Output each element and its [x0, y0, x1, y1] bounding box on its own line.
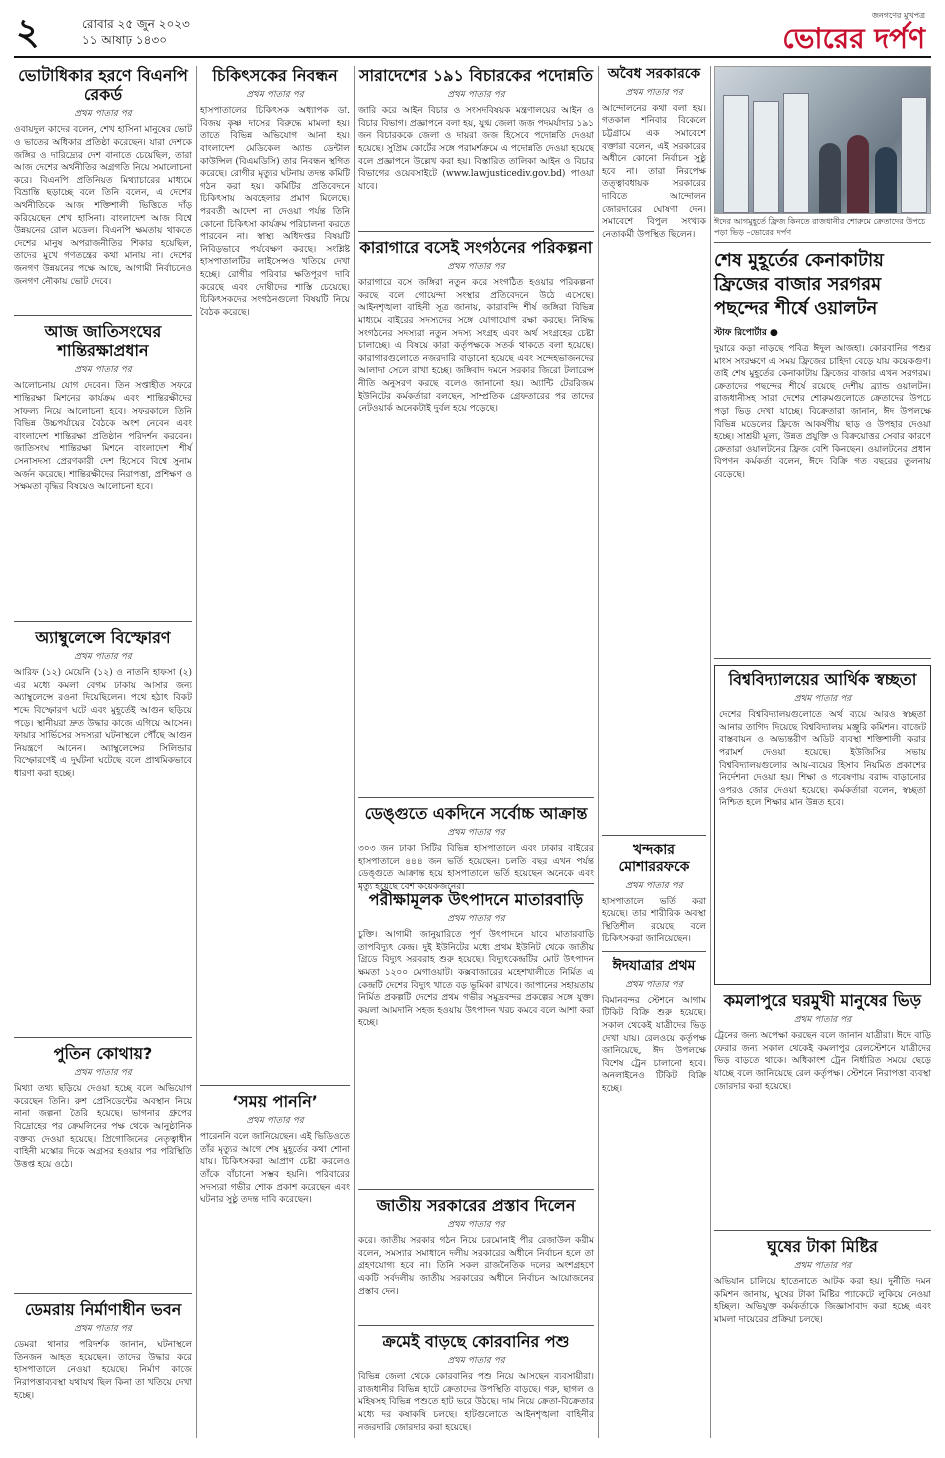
- article-body: হাসপাতালে ভর্তি করা হয়েছে। তার শারীরিক অবস্থা স্থিতিশীল রয়েছে বলে চিকিৎসকরা জানিয়েছেন।: [602, 896, 706, 945]
- column-5: [714, 66, 931, 1443]
- column-4: [602, 66, 706, 1424]
- fridge-display: [901, 97, 927, 213]
- article-headline: পরীক্ষামূলক উৎপাদনে মাতারবাড়ি: [368, 890, 584, 909]
- article-body: চুক্তি। আগামী জানুয়ারিতে পূর্ণ উৎপাদনে যাবে মাতারবাড়ি তাপবিদ্যুৎ কেন্দ্র। দুই ইউনিটের মধ্যে প্রথম ইউনিট থেকে জাতীয় গ্রিডে বিদ্যুৎ সরবরাহ শুরু হয়েছে। বিদ্যুৎকেন্দ্রটির মোট উৎপাদন ক্ষমতা ১২০০ মেগাওয়াট। কক্সবাজারের মহেশখালীতে নির্মিত এ কেন্দ্রটি দেশের বিদ্যুৎ খাতে বড় ভূমিকা রাখবে। জাপানের সহায়তায় নির্মিত প্রকল্পটি দেশের প্রথম গভীর সমুদ্রবন্দর প্রকল্পের সঙ্গে যুক্ত। কয়লা আমদানি সহজ হওয়ায় উৎপাদন খরচ কমবে বলে আশা করা হচ্ছে।: [358, 930, 594, 1029]
- article-byline: প্রথম পাতার পর: [74, 652, 132, 663]
- article-body: দেশের বিশ্ববিদ্যালয়গুলোতে অর্থ ব্যয়ে আরও স্বচ্ছতা আনার তাগিদ দিয়েছে বিশ্ববিদ্যালয় মঞ্জুরি কমিশন। বাজেট বাস্তবায়ন ও অভ্যন্তরীণ অডিট ব্যবস্থা শক্তিশালী করার পরামর্শ দেওয়া হয়েছে। ইউজিসির সভায় বিশ্ববিদ্যালয়গুলোর আয়-ব্যয়ের হিসাব নিয়মিত প্রকাশের নির্দেশনা দেওয়া হয়। শিক্ষা ও গবেষণায় বরাদ্দ বাড়ানোর ওপরও জোর দেওয়া হয়েছে। কর্মকর্তারা বলেন, স্বচ্ছতা নিশ্চিত হলে শিক্ষার মান উন্নত হবে।: [719, 710, 926, 809]
- column-1: [14, 66, 192, 1416]
- article-ambulance-blast: [14, 628, 192, 1038]
- staff-reporter: স্টাফ রিপোর্টার ●: [714, 328, 778, 338]
- article-byline: প্রথম পাতার পর: [625, 880, 683, 891]
- article-byline: প্রথম পাতার পর: [447, 262, 505, 273]
- logo-name: ভোরের দর্পণ: [782, 22, 925, 55]
- fridge-display: [723, 95, 749, 213]
- article-body: করে। জাতীয় সরকার গঠন নিয়ে চরমোনাই পীর রেজাউল করীম বলেন, সমস্যার সমাধানে দলীয় সরকারের অধীনে নির্বাচন হলে তা গ্রহণযোগ্য হবে না। তিনি সকল রাজনৈতিক দলের অংশগ্রহণে একটি সর্বদলীয় জাতীয় সরকারের অধীনে নির্বাচন আয়োজনের প্রস্তাব দেন।: [358, 1236, 594, 1297]
- shopper-figure: [819, 143, 841, 213]
- article-body: অভিযান চালিয়ে হাতেনাতে আটক করা হয়। দুর্নীতি দমন কমিশন জানায়, ঘুষের টাকা মিষ্টির প্যাকেটে লুকিয়ে নেওয়া হচ্ছিল। অভিযুক্ত কর্মকর্তাকে জিজ্ঞাসাবাদ করা হচ্ছে এবং মামলা দায়েরের প্রক্রিয়া চলছে।: [714, 1277, 931, 1325]
- article-headline: কমলাপুরে ঘরমুখী মানুষের ভিড়: [723, 991, 922, 1010]
- article-kamalapur: [714, 991, 931, 1231]
- article-byline: প্রথম পাতার পর: [793, 1261, 852, 1272]
- article-demra-building: [14, 1300, 192, 1410]
- article-headline: ক্রমেই বাড়ছে কোরবানির পশু: [382, 1332, 570, 1351]
- article-byline: প্রথম পাতার পর: [246, 1116, 304, 1127]
- column-rule: [598, 66, 599, 1438]
- article-headline: বিশ্ববিদ্যালয়ের আর্থিক স্বচ্ছতা: [728, 670, 917, 689]
- fridge-display: [753, 101, 779, 213]
- article-matarbari: [358, 890, 594, 1190]
- photo-caption: ঈদের আগমুহূর্তে ফ্রিজ কিনতে রাজধানীর শোরুমে ক্রেতাদের উপচে পড়া ভিড় –ভোরের দর্পণ: [714, 214, 931, 243]
- article-byline: প্রথম পাতার পর: [447, 828, 505, 839]
- article-body: আলোচনায় যোগ দেবেন। তিন সপ্তাহীত সফরে শান্তিরক্ষা মিশনের কার্যক্রম এবং শান্তিরক্ষীদের সাফল্য নিয়ে আলোচনা হবে। সফরকালে তিনি বিভিন্ন উচ্চপর্যায়ের বৈঠকে অংশ নেবেন এবং বাংলাদেশ শান্তিরক্ষা প্রতিষ্ঠান পরিদর্শন করবেন। জাতিসংঘ শান্তিরক্ষা মিশনে বাংলাদেশ শীর্ষ সেনাসদস্য প্রেরণকারী দেশ হিসেবে বিশ্বে সুনাম অর্জন করেছে। শান্তিরক্ষীদের নিরাপত্তা, প্রশিক্ষণ ও সক্ষমতা বৃদ্ধির বিষয়েও আলোচনা হবে।: [14, 381, 192, 493]
- shopper-figure: [847, 135, 869, 213]
- article-byline: প্রথম পাতার পর: [246, 90, 304, 101]
- lead-headline: শেষ মুহূর্তের কেনাকাটায় ফ্রিজের বাজার সরগরম পছন্দের শীর্ষে ওয়ালটন: [714, 250, 884, 319]
- article-body: ডেমরা থানার পরিদর্শক জানান, ঘটনাস্থলে তিনজন আহত হয়েছেন। তাদের উদ্ধার করে হাসপাতালে নেওয়া হয়েছে। নির্মাণ কাজে নিরাপত্তাব্যবস্থা যথাযথ ছিল কিনা তা খতিয়ে দেখা হচ্ছে।: [14, 1340, 192, 1401]
- date-block: [82, 16, 190, 48]
- article-byline: প্রথম পাতার পর: [625, 87, 683, 98]
- article-fridge-market: [714, 249, 931, 659]
- article-headline: আজ জাতিসংঘের শান্তিরক্ষাপ্রধান: [44, 322, 162, 361]
- article-body: বিভিন্ন জেলা থেকে কোরবানির পশু নিয়ে আসছেন ব্যবসায়ীরা। রাজধানীর বিভিন্ন হাটে ক্রেতাদের উপস্থিতি বাড়ছে। গরু, ছাগল ও মহিষসহ বিভিন্ন পশুতে হাট ভরে উঠছে। দাম নিয়ে ক্রেতা-বিক্রেতার মধ্যে দর কষাকষি চলছে। হাটগুলোতে আইনশৃঙ্খলা বাহিনীর নজরদারি জোরদার করা হয়েছে।: [358, 1372, 594, 1433]
- article-headline: ঈদযাত্রার প্রথম: [612, 958, 696, 974]
- article-headline: অবৈধ সরকারকে: [607, 66, 701, 82]
- article-headline: কারাগারে বসেই সংগঠনের পরিকল্পনা: [359, 238, 593, 257]
- article-byline: প্রথম পাতার পর: [447, 1220, 505, 1231]
- article-body: আরিফ (১২) মেয়েনি (১২) ও নাতনি হাফসা (২) এর মধ্যে কমলা বেগম ঢাকায় আসার জন্য অ্যাম্বুলেন্সে রওনা দিয়েছিলেন। পথে হঠাৎ বিকট শব্দে বিস্ফোরণ ঘটে এবং মুহূর্তেই আগুন ছড়িয়ে পড়ে। স্থানীয়রা দ্রুত উদ্ধার কাজে এগিয়ে আসেন। ফায়ার সার্ভিসের সদস্যরা ঘটনাস্থলে পৌঁছে আগুন নিয়ন্ত্রণে আনেন। অ্যাম্বুলেন্সের সিলিন্ডার বিস্ফোরণেই এ দুর্ঘটনা ঘটেছে বলে প্রাথমিকভাবে ধারণা করা হচ্ছে।: [14, 668, 192, 779]
- article-headline: ভোটাধিকার হরণে বিএনপি রেকর্ড: [18, 66, 188, 105]
- article-no-time: [200, 1092, 350, 1412]
- article-headline: ঘুষের টাকা মিষ্টির: [767, 1237, 878, 1256]
- article-dengue: [358, 804, 594, 892]
- article-byline: প্রথম পাতার পর: [447, 914, 505, 925]
- date-gregorian: রোবার ২৫ জুন ২০২৩: [82, 17, 190, 31]
- article-headline: খন্দকার মোশাররফকে: [618, 842, 690, 875]
- masthead: [14, 10, 931, 58]
- page-number: ২: [16, 11, 40, 53]
- article-un-peacekeeping: [14, 322, 192, 622]
- article-body: বিমানবন্দর স্টেশনে আগাম টিকিট বিক্রি শুরু হয়েছে। সকাল থেকেই যাত্রীদের ভিড় দেখা যায়। রেলওয়ে কর্তৃপক্ষ জানিয়েছে, ঈদ উপলক্ষে বিশেষ ট্রেন চালানো হবে। অনলাইনেও টিকিট বিক্রি হচ্ছে।: [602, 995, 706, 1094]
- article-headline: ‘সময় পাননি’: [232, 1092, 318, 1111]
- article-byline: প্রথম পাতার পর: [625, 979, 683, 990]
- article-sacrificial-animals: [358, 1332, 594, 1452]
- article-byline: প্রথম পাতার পর: [74, 1068, 132, 1079]
- article-headline: জাতীয় সরকারের প্রস্তাব দিলেন: [376, 1196, 576, 1215]
- article-byline: প্রথম পাতার পর: [793, 694, 852, 705]
- article-byline: প্রথম পাতার পর: [447, 90, 505, 101]
- article-byline: প্রথম পাতার পর: [74, 365, 132, 376]
- date-bengali: ১১ আষাঢ় ১৪৩০: [82, 33, 168, 47]
- article-headline: অ্যাম্বুলেন্সে বিস্ফোরণ: [35, 628, 171, 647]
- article-khandaker-mosharraf: [602, 842, 706, 952]
- article-judges-promotion: [358, 66, 594, 232]
- article-headline: সারাদেশের ১৯১ বিচারকের পদোন্নতি: [358, 66, 594, 85]
- article-putin: [14, 1044, 192, 1294]
- column-rule: [710, 66, 711, 1438]
- newspaper-page: [14, 10, 931, 1442]
- article-byline: প্রথম পাতার পর: [793, 1015, 852, 1026]
- article-body: ওবায়দুল কাদের বলেন, শেখ হাসিনা মানুষের ভোট ও ভাতের অধিকার প্রতিষ্ঠা করেছেন। যারা দেশকে জঙ্গির ও দারিদ্র্যের দেশ বানাতে চেয়েছিল, তারা আজ দেশের অর্থনীতির অগ্রগতি নিয়ে সমালোচনা করে। বিএনপি প্রতিনিয়ত মিথ্যাচারের মাধ্যমে বিভ্রান্তি ছড়াচ্ছে বলে তিনি বলেন, এ দেশের অর্থনীতিকে আজ শক্তিশালী ভিত্তিতে দাঁড় করিয়েছেন শেখ হাসিনা। বাংলাদেশ আজ বিশ্বে উন্নয়নের রোল মডেল। বিএনপি ক্ষমতায় থাকতে দেশের মানুষ অপরাজনীতির শিকার হয়েছিল, তাদের মুখে গণতন্ত্রের কথা মানায় না। দেশের জনগণ উন্নয়নের পক্ষে আছে, আগামী নির্বাচনেও জনগণ নৌকায় ভোট দেবে।: [14, 125, 192, 287]
- article-byline: প্রথম পাতার পর: [74, 109, 132, 120]
- column-2: [200, 66, 350, 1418]
- article-body: আন্দোলনের কথা বলা হয়। গতকাল শনিবার বিকেলে চট্টগ্রামে এক সমাবেশে বক্তারা বলেন, এই সরকারের অধীনে কোনো নির্বাচন সুষ্ঠু হবে না। তারা নিরপেক্ষ তত্ত্বাবধায়ক সরকারের দাবিতে আন্দোলন জোরদারের ঘোষণা দেন। সমাবেশে বিপুল সংখ্যক নেতাকর্মী উপস্থিত ছিলেন।: [602, 103, 706, 240]
- article-voting-rights: [14, 66, 192, 316]
- column-rule: [354, 66, 355, 1438]
- column-rule: [196, 66, 197, 1438]
- article-byline: প্রথম পাতার পর: [74, 1324, 132, 1335]
- article-body: দুয়ারে কড়া নাড়ছে পবিত্র ঈদুল আজহা। কোরবানির পশুর মাংস সংরক্ষণে এ সময় ফ্রিজের চাহিদা বেড়ে যায় কয়েকগুণ। তাই শেষ মুহূর্তের কেনাকাটায় ফ্রিজের বাজার এখন সরগরম। ক্রেতাদের পছন্দের শীর্ষে রয়েছে দেশীয় ব্র্যান্ড ওয়ালটন। রাজধানীসহ সারা দেশের শোরুমগুলোতে ক্রেতাদের উপচে পড়া ভিড় দেখা যাচ্ছে। বিক্রেতারা জানান, ঈদ উপলক্ষে বিভিন্ন মডেলের ফ্রিজে আকর্ষণীয় ছাড় ও উপহার দেওয়া হচ্ছে। সাশ্রয়ী মূল্য, উন্নত প্রযুক্তি ও বিক্রয়োত্তর সেবার কারণে ক্রেতারা ওয়ালটনের ফ্রিজ বেশি কিনছেন। ওয়ালটনের প্রধান বিপণন কর্মকর্তা বলেন, ঈদে বিক্রি গত বছরের তুলনায় বেড়েছে।: [714, 344, 931, 480]
- article-illegal-government: [602, 66, 706, 836]
- article-body: হাসপাতালের চিকিৎসক অধ্যাপক ডা. বিজয় কৃষ্ণ দাসের বিরুদ্ধে মামলা হয়। তাতে বিভিন্ন অভিযোগ আনা হয়। বাংলাদেশ মেডিকেল অ্যান্ড ডেন্টাল কাউন্সিল (বিএমডিসি) তার নিবন্ধন স্থগিত করেছে। রোগীর মৃত্যুর ঘটনায় তদন্ত কমিটি গঠন করা হয়। কমিটির প্রতিবেদনে চিকিৎসায় অবহেলার প্রমাণ মিলেছে। পরবর্তী আদেশ না দেওয়া পর্যন্ত তিনি কোনো চিকিৎসা কার্যক্রম পরিচালনা করতে পারবেন না। স্বাস্থ্য অধিদপ্তর বিষয়টি নিবিড়ভাবে পর্যবেক্ষণ করছে। সংশ্লিষ্ট হাসপাতালটির লাইসেন্সও খতিয়ে দেখা হচ্ছে। রোগীর পরিবার ক্ষতিপূরণ দাবি করেছে এবং দোষীদের শাস্তি চেয়েছে। চিকিৎসকদের সংগঠনগুলো বিষয়টি নিয়ে বৈঠক করেছে।: [200, 106, 350, 318]
- logo-tagline: জনগণের মুখপত্র: [871, 11, 925, 20]
- article-university-finance: [714, 665, 931, 985]
- article-bribe-sweets: [714, 1237, 931, 1437]
- news-photo: [714, 66, 931, 214]
- article-byline: প্রথম পাতার পর: [447, 1356, 505, 1367]
- article-body: ৩০৩ জন ঢাকা সিটির বিভিন্ন হাসপাতালে এবং ঢাকার বাইরের হাসপাতালে ৪৪৪ জন ভর্তি হয়েছেন। চলতি বছর এখন পর্যন্ত ডেঙ্গুতে আক্রান্ত হয়ে হাসপাতালে ভর্তি হয়েছেন অনেকে এবং মৃত্যু হয়েছে বেশ কয়েকজনের।: [358, 844, 594, 892]
- article-body: পারেননি বলে জানিয়েছেন। এই ভিডিওতে তাঁর মৃত্যুর আগে শেষ মুহূর্তের কথা শোনা যায়। চিকিৎসকরা আপ্রাণ চেষ্টা করলেও তাঁকে বাঁচানো সম্ভব হয়নি। পরিবারের সদস্যরা গভীর শোক প্রকাশ করেছেন এবং ঘটনার সুষ্ঠু তদন্ত দাবি করেছেন।: [200, 1132, 350, 1206]
- article-headline: চিকিৎসকের নিবন্ধন: [212, 66, 338, 85]
- article-body: জারি করে আইন বিচার ও সংসদবিষয়ক মন্ত্রণালয়ের আইন ও বিচার বিভাগ। প্রজ্ঞাপনে বলা হয়, যুগ্ম জেলা জজ পদমর্যাদার ১৯১ জন বিচারককে জেলা ও দায়রা জজ হিসেবে পদোন্নতি দেওয়া হয়েছে। সুপ্রিম কোর্টের সঙ্গে পরামর্শক্রমে এ পদোন্নতি দেওয়া হয়েছে বলে প্রজ্ঞাপনে উল্লেখ করা হয়। বিস্তারিত তালিকা আইন ও বিচার বিভাগের ওয়েবসাইটে (www.lawjusticediv.gov.bd) পাওয়া যাবে।: [358, 106, 594, 192]
- shopper-figure: [875, 147, 897, 213]
- article-doctor-registration: [200, 66, 350, 1086]
- fridge-display: [783, 93, 809, 213]
- article-body: মিথ্যা তথ্য ছড়িয়ে দেওয়া হচ্ছে বলে অভিযোগ করেছেন তিনি। রুশ প্রেসিডেন্টের অবস্থান নিয়ে নানা জল্পনা তৈরি হয়েছে। ভাগনার গ্রুপের বিদ্রোহের পর ক্রেমলিনের পক্ষ থেকে আনুষ্ঠানিক বক্তব্য দেওয়া হয়েছে। প্রিগোজিনের নেতৃত্বাধীন বাহিনী মস্কোর দিকে অগ্রসর হওয়ার পর পরিস্থিতি উত্তপ্ত হয়ে ওঠে।: [14, 1084, 192, 1170]
- article-headline: পুতিন কোথায়?: [53, 1044, 153, 1063]
- article-prison-militants: [358, 238, 594, 798]
- article-headline: ডেমরায় নির্মাণাধীন ভবন: [24, 1300, 182, 1319]
- article-body: ট্রেনের জন্য অপেক্ষা করছেন বলে জানান যাত্রীরা। ঈদে বাড়ি ফেরার জন্য সকাল থেকেই কমলাপুর রেলস্টেশনে যাত্রীদের ভিড় বাড়তে থাকে। অধিকাংশ ট্রেন নির্ধারিত সময়ে ছেড়ে যাচ্ছে বলে জানিয়েছে রেল কর্তৃপক্ষ। স্টেশনে নিরাপত্তা ব্যবস্থা জোরদার করা হয়েছে।: [714, 1031, 931, 1092]
- column-3: [358, 66, 594, 1458]
- article-headline: ডেঙ্গুতে একদিনে সর্বোচ্চ আক্রান্ত: [364, 804, 588, 823]
- newspaper-logo: [782, 10, 925, 55]
- article-body: কারাগারে বসে জঙ্গিরা নতুন করে সংগঠিত হওয়ার পরিকল্পনা করছে বলে গোয়েন্দা সংস্থার প্রতিবেদনে উঠে এসেছে। আইনশৃঙ্খলা বাহিনী সূত্র জানায়, কারাবন্দি শীর্ষ জঙ্গিরা বিভিন্ন মাধ্যমে বাইরের সদস্যদের সঙ্গে যোগাযোগ রক্ষা করছে। নিষিদ্ধ সংগঠনের সদস্যরা নতুন সদস্য সংগ্রহ এবং অর্থ সংগ্রহের চেষ্টা চালাচ্ছে। এ বিষয়ে কারা কর্তৃপক্ষকে সতর্ক থাকতে বলা হয়েছে। কারাগারগুলোতে নজরদারি বাড়ানো হয়েছে এবং সন্দেহভাজনদের আলাদা সেলে রাখা হচ্ছে। জঙ্গিবাদ দমনে সরকার জিরো টলারেন্স নীতি অনুসরণ করছে বলেও জানানো হয়। অ্যান্টি টেররিজম ইউনিটের কর্মকর্তারা বলছেন, সাম্প্রতিক গ্রেফতারের পর তাদের নেটওয়ার্ক অনেকটাই দুর্বল হয়ে পড়েছে।: [358, 278, 594, 415]
- article-eid-travel: [602, 958, 706, 1418]
- article-national-government: [358, 1196, 594, 1326]
